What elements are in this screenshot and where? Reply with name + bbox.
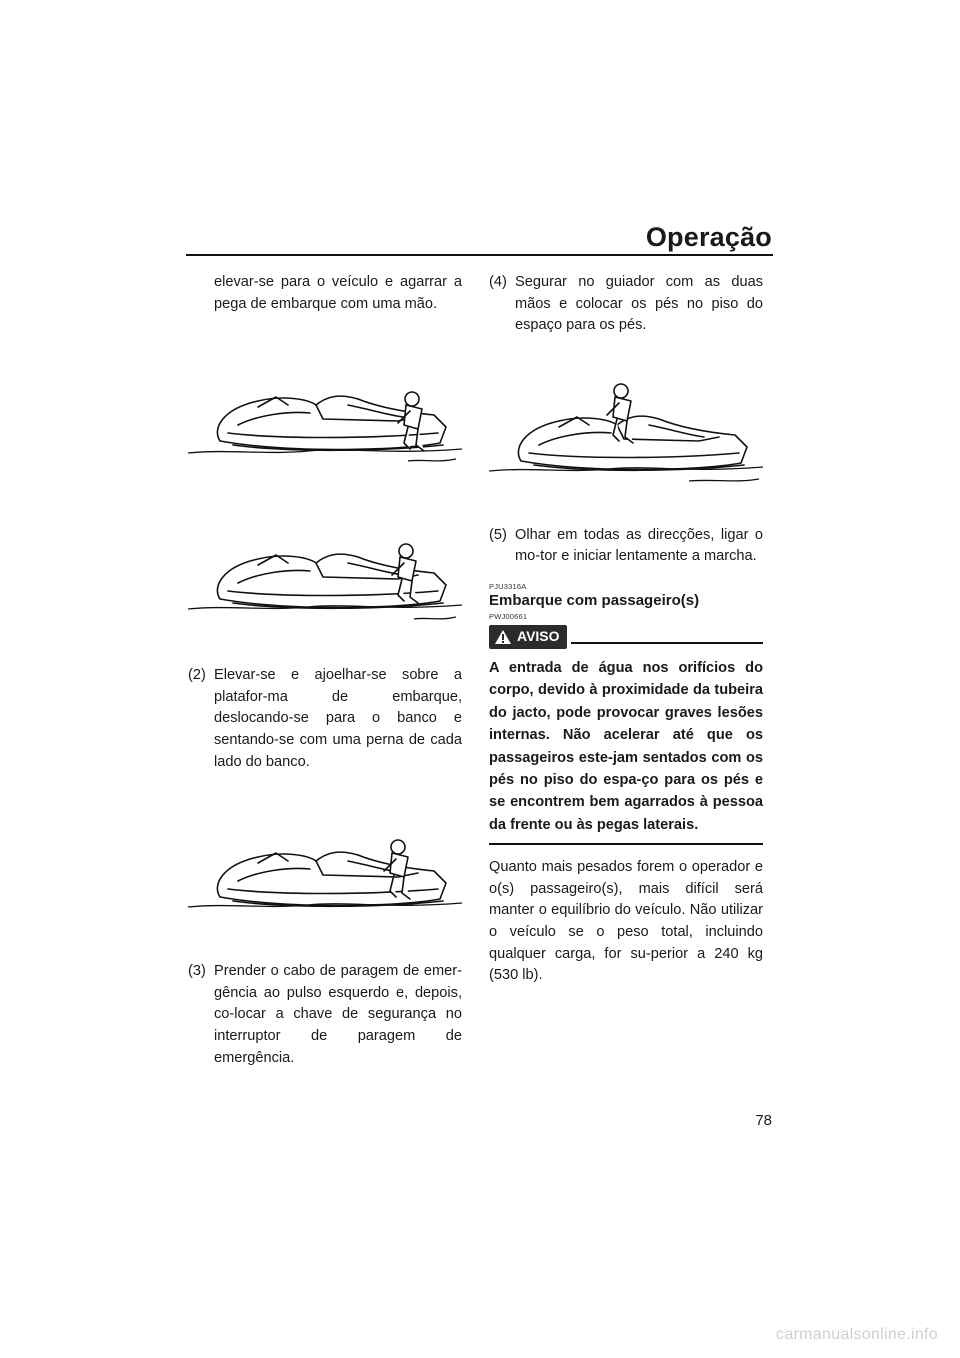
step-3-number: (3) [188,963,206,980]
warning-badge [489,625,567,649]
figure-pwc-boarding-3 [188,827,462,927]
page-number: 78 [755,1112,772,1129]
warning-triangle-icon [494,629,512,645]
step-3-text: Prender o cabo de paragem de emer-gência ao pulso esquerdo e, depois, co-locar a chave de segurança no interruptor de paragem de emergência. [214,963,462,1066]
title-rule [186,254,773,256]
page-title: Operação [645,222,772,252]
body-text: Quanto mais pesados forem o operador e o(s) passageiro(s), mais difícil será manter o equilíbrio do veículo. Não utilizar o veículo se o peso total, incluindo qualquer carga, for su-perior a 240 kg (530 lb). [489,859,763,984]
step-2-number: (2) [188,667,206,684]
warning-top-rule [571,642,763,644]
step-4 [489,272,763,337]
step-5 [489,525,763,568]
step-4-number: (4) [489,274,507,290]
warning-code: PWJ00661 [489,611,528,621]
left-column [188,272,462,1069]
step-3 [188,961,462,1069]
warning-header [489,625,763,649]
watermark: carmanualsonline.info [776,1326,938,1343]
intro-text: elevar-se para o veículo e agarrar a pega de embarque com uma mão. [214,274,462,312]
section-code: PJU3316A [489,581,527,591]
step-5-text: Olhar em todas as direcções, ligar o mo-tor e iniciar lentamente a marcha. [515,526,763,565]
warning-text: A entrada de água nos orifícios do corpo, devido à proximidade da tubeira do jacto, pode provocar graves lesões internas. Não acelerar até que os passageiros este-jam sentados com os pés no piso do espa-ço para os pés e se encontrem bem agarrados à pessoa da frente ou às pegas laterais. [489,659,763,833]
right-column [489,272,763,987]
step-2-text: Elevar-se e ajoelhar-se sobre a platafor-ma de embarque, deslocando-se para o banco e sentando-se com uma perna de cada lado do banco. [214,667,462,770]
section-heading: Embarque com passageiro(s) [489,591,700,609]
step-4-text: Segurar no guiador com as duas mãos e colocar os pés no piso do espaço para os pés. [515,274,763,334]
step-5-number: (5) [489,526,507,543]
figure-pwc-seated [489,377,763,487]
warning-label: AVISO [517,628,560,645]
warning-bottom-rule [489,843,763,845]
figure-pwc-boarding-2 [188,529,462,629]
step-2 [188,665,462,773]
figure-pwc-boarding-1 [188,369,462,479]
